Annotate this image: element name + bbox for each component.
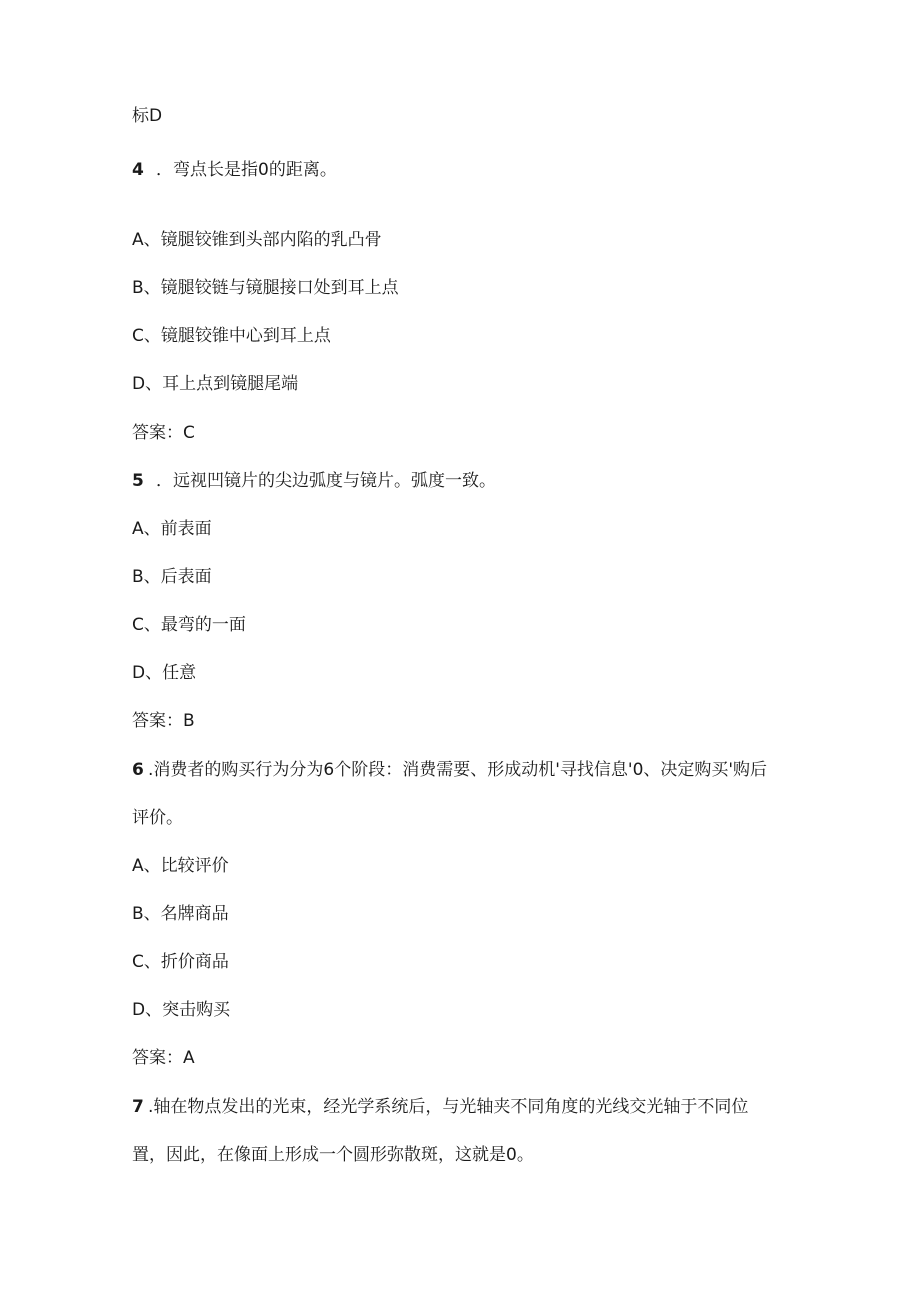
option-c: C、最弯的一面 — [132, 615, 246, 635]
option-d: D、突击购买 — [132, 1000, 231, 1020]
question-7 — [132, 1095, 748, 1119]
question-text-continued: 置，因此，在像面上形成一个圆形弥散斑，这就是0。 — [132, 1145, 534, 1165]
option-a: A、比较评价 — [132, 856, 229, 876]
option-b: B、后表面 — [132, 567, 212, 587]
question-text: ．弯点长是指0的距离。 — [156, 160, 337, 180]
option-b: B、名牌商品 — [132, 904, 229, 924]
option-b: B、镜腿铰链与镜腿接口处到耳上点 — [132, 278, 399, 298]
question-text: .轴在物点发出的光束，经光学系统后，与光轴夹不同角度的光线交光轴于不同位 — [148, 1097, 749, 1117]
question-number: 5 — [132, 471, 144, 491]
question-number: 7 — [132, 1097, 144, 1117]
option-d: D、任意 — [132, 663, 197, 683]
option-d: D、耳上点到镜腿尾端 — [132, 374, 299, 394]
option-c: C、折价商品 — [132, 952, 229, 972]
option-c: C、镜腿铰锥中心到耳上点 — [132, 326, 331, 346]
question-text: .消费者的购买行为分为6个阶段：消费需要、形成动机'寻找信息'0、决定购买'购后 — [148, 760, 768, 780]
question-6 — [132, 758, 767, 782]
option-a: A、镜腿铰锥到头部内陷的乳凸骨 — [132, 230, 382, 250]
previous-answer-tail: 标D — [132, 106, 163, 126]
question-number: 4 — [132, 160, 144, 180]
answer: 答案：A — [132, 1048, 195, 1068]
question-5 — [132, 469, 496, 493]
question-text-continued: 评价。 — [132, 808, 183, 828]
option-a: A、前表面 — [132, 519, 212, 539]
question-4 — [132, 158, 337, 182]
answer: 答案：C — [132, 423, 195, 443]
answer: 答案：B — [132, 711, 195, 731]
question-number: 6 — [132, 760, 144, 780]
question-text: ．远视凹镜片的尖边弧度与镜片。弧度一致。 — [156, 471, 496, 491]
